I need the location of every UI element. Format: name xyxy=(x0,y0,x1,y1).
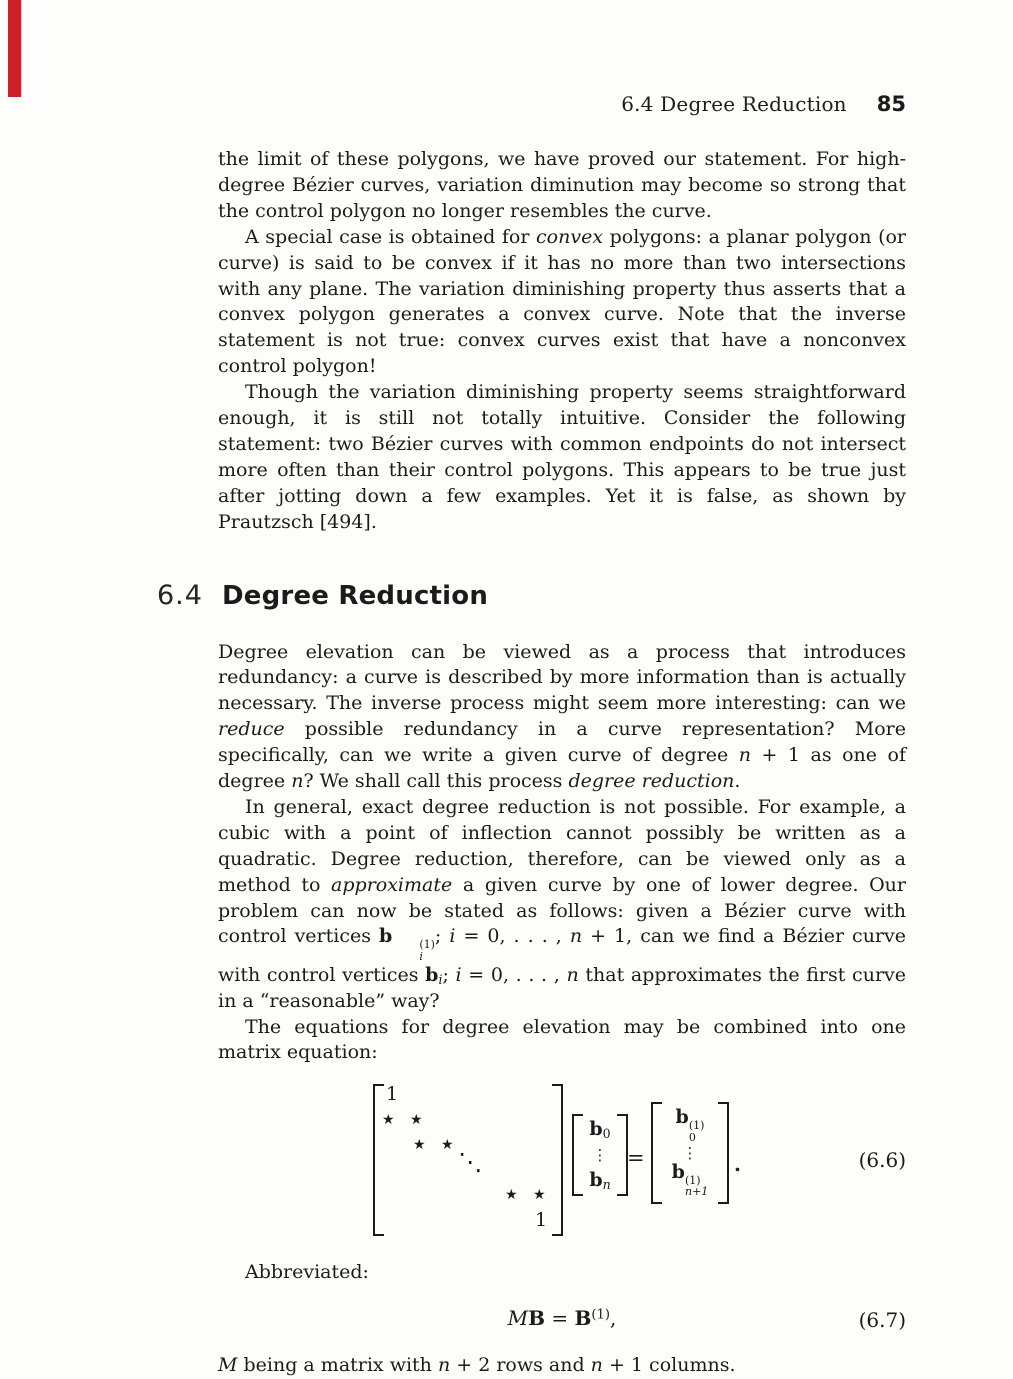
star-icon: ★ xyxy=(441,1137,454,1154)
equals-sign: = xyxy=(627,1146,645,1171)
body-paragraph: A special case is obtained for convex polygons: a planar polygon (or curve) is said to be convex if it has no more than two intersections with any plane. The variation diminishing property thus asserts that a convex polygon generates a convex curve. Note that the inverse statement is not true: convex curves exist that have a nonconvex control polygon! xyxy=(218,225,907,378)
star-icon: ★ xyxy=(505,1187,518,1204)
diagonal-dots-icon: ⋱ xyxy=(458,1148,482,1177)
equation-number-6-6: (6.6) xyxy=(858,1148,906,1173)
abbreviated-label: Abbreviated: xyxy=(245,1261,369,1284)
body-paragraph: Degree elevation can be viewed as a process that introduces redundancy: a curve is described by more information than is actually necessary. The inverse process might seem more interesting: can we reduce possible redundancy in a curve representation? More specifically, can we write a given curve of degree n + 1 as one of degree n? We shall call this process degree reduction. xyxy=(218,640,906,793)
star-icon: ★ xyxy=(410,1112,423,1129)
matrix-bracket-right xyxy=(552,1084,563,1236)
vector-entry: bn xyxy=(589,1169,611,1193)
red-edge-ribbon xyxy=(8,0,21,97)
vector-entry: b (1) n+1 xyxy=(671,1161,709,1199)
page-body xyxy=(157,147,907,1379)
vector-entry: b (1) 0 xyxy=(675,1106,705,1144)
section-heading-title: Degree Reduction xyxy=(222,580,489,611)
section-heading-number: 6.4 xyxy=(157,579,203,611)
vector-entry: b0 xyxy=(589,1118,611,1142)
equation-6-7 xyxy=(218,1306,906,1336)
matrix-entry-one-top: 1 xyxy=(386,1083,399,1106)
equation-period: . xyxy=(734,1152,741,1177)
section-heading xyxy=(157,579,906,611)
body-paragraph: In general, exact degree reduction is not possible. For example, a cubic with a point of inflection cannot possibly be written as a quadratic. Degree reduction, therefore, can be viewed only as a method to approximate a given curve by one of lower degree. Our problem can now be stated as follows: given a Bézier curve with control vertices b (1) i ; i = 0, . . . , n + 1, can we find a Bézier curve with control vertices bi; i = 0, . . . , n that approximates the first curve in a “reasonable” way? xyxy=(218,795,906,1012)
running-head xyxy=(218,92,906,116)
equation-number-6-7: (6.7) xyxy=(858,1308,906,1333)
body-paragraph: The equations for degree elevation may be combined into one matrix equation: xyxy=(218,1015,906,1064)
star-icon: ★ xyxy=(382,1112,395,1129)
vector-bracket-left xyxy=(651,1102,662,1204)
matrix-entry-one-bottom: 1 xyxy=(535,1209,548,1232)
vertical-dots-icon: ⋮ xyxy=(682,1143,698,1162)
body-paragraph: M being a matrix with n + 2 rows and n + 1 columns. xyxy=(218,1354,736,1377)
vector-bracket-right xyxy=(718,1102,729,1204)
star-icon: ★ xyxy=(413,1137,426,1154)
equation-6-7-expression: MB = $B^{(1)}$, xyxy=(507,1306,617,1331)
star-icon: ★ xyxy=(533,1187,546,1204)
control-vector-b-elevated xyxy=(651,1102,729,1204)
vertical-dots-icon: ⋮ xyxy=(592,1145,608,1164)
running-head-section-title: 6.4 Degree Reduction xyxy=(621,92,847,116)
vector-bracket-left xyxy=(572,1114,583,1196)
body-paragraph: Though the variation diminishing property seems straightforward enough, it is still not totally intuitive. Consider the following statement: two Bézier curves with common endpoints do not intersect more often than their control polygons. This appears to be true just after jotting down a few examples. Yet it is false, as shown by Prautzsch [494]. xyxy=(218,381,906,533)
page-number: 85 xyxy=(876,92,906,116)
matrix-bracket-left xyxy=(373,1084,384,1236)
body-paragraph: the limit of these polygons, we have proved our statement. For high-degree Bézier curves, variation diminution may become so strong that the control polygon no longer resembles the curve. xyxy=(218,148,906,222)
degree-elevation-matrix xyxy=(373,1084,563,1236)
control-vector-b xyxy=(572,1114,628,1196)
equation-6-6 xyxy=(218,1078,906,1246)
